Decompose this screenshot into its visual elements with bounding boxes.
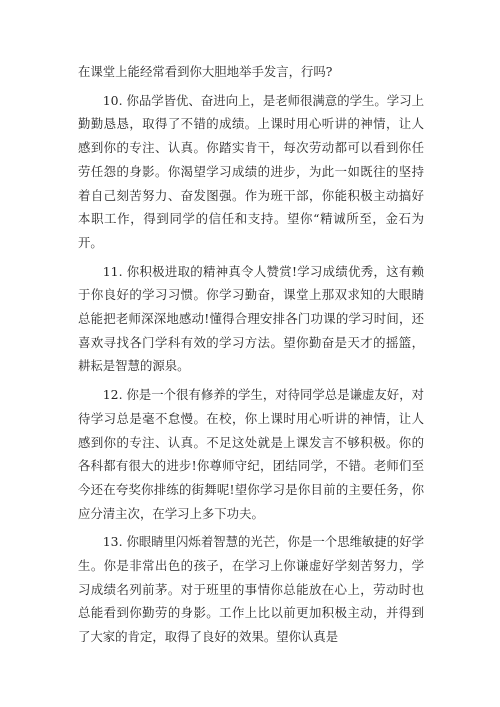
paragraph-continuation: 在课堂上能经常看到你大胆地举手发言，行吗? [78, 64, 333, 79]
paragraph-item-12: 12. 你是一个很有修养的学生，对待同学总是谦虚友好，对待学习总是毫不怠慢。在校，你上课时用心听讲的神情，让人感到你的专注、认真。不足这处就是上课发言不够积极。你的各科都有很大的进步!你尊师守纪，团结同学，不错。老师们至今还在夸奖你排练的街舞呢!望你学习是你目前的主要任务，你应分清主次，在学习上多下功夫。 [78, 387, 424, 521]
paragraph-item-13: 13. 你眼睛里闪烁着智慧的光芒，你是一个思维敏捷的好学生。你是非常出色的孩子，在学习上你谦虚好学刻苦努力，学习成绩名列前茅。对于班里的事情你总能放在心上，劳动时也总能看到你勤劳的身影。工作上比以前更加积极主动，并得到了大家的肯定，取得了良好的效果。望你认真是 [78, 534, 424, 645]
paragraph-item-11: 11. 你积极进取的精神真令人赞赏!学习成绩优秀，这有赖于你良好的学习习惯。你学习勤奋，课堂上那双求知的大眼睛总能把老师深深地感动!懂得合理安排各门功课的学习时间，还喜欢寻找各门学科有效的学习方法。望你勤奋是天才的摇篮，耕耘是智慧的源泉。 [78, 263, 424, 374]
document-page [78, 60, 424, 649]
paragraph-item-10: 10. 你品学皆优、奋进向上，是老师很满意的学生。学习上勤勤恳恳，取得了不错的成绩。上课时用心听讲的神情，让人感到你的专注、认真。你踏实肯干，每次劳动都可以看到你任劳任怨的身影。你渴望学习成绩的进步，为此一如既往的坚持着自己刻苦努力、奋发图强。作为班干部，你能积极主动搞好本职工作，得到同学的信任和支持。望你“精诚所至，金石为开。 [78, 92, 424, 250]
